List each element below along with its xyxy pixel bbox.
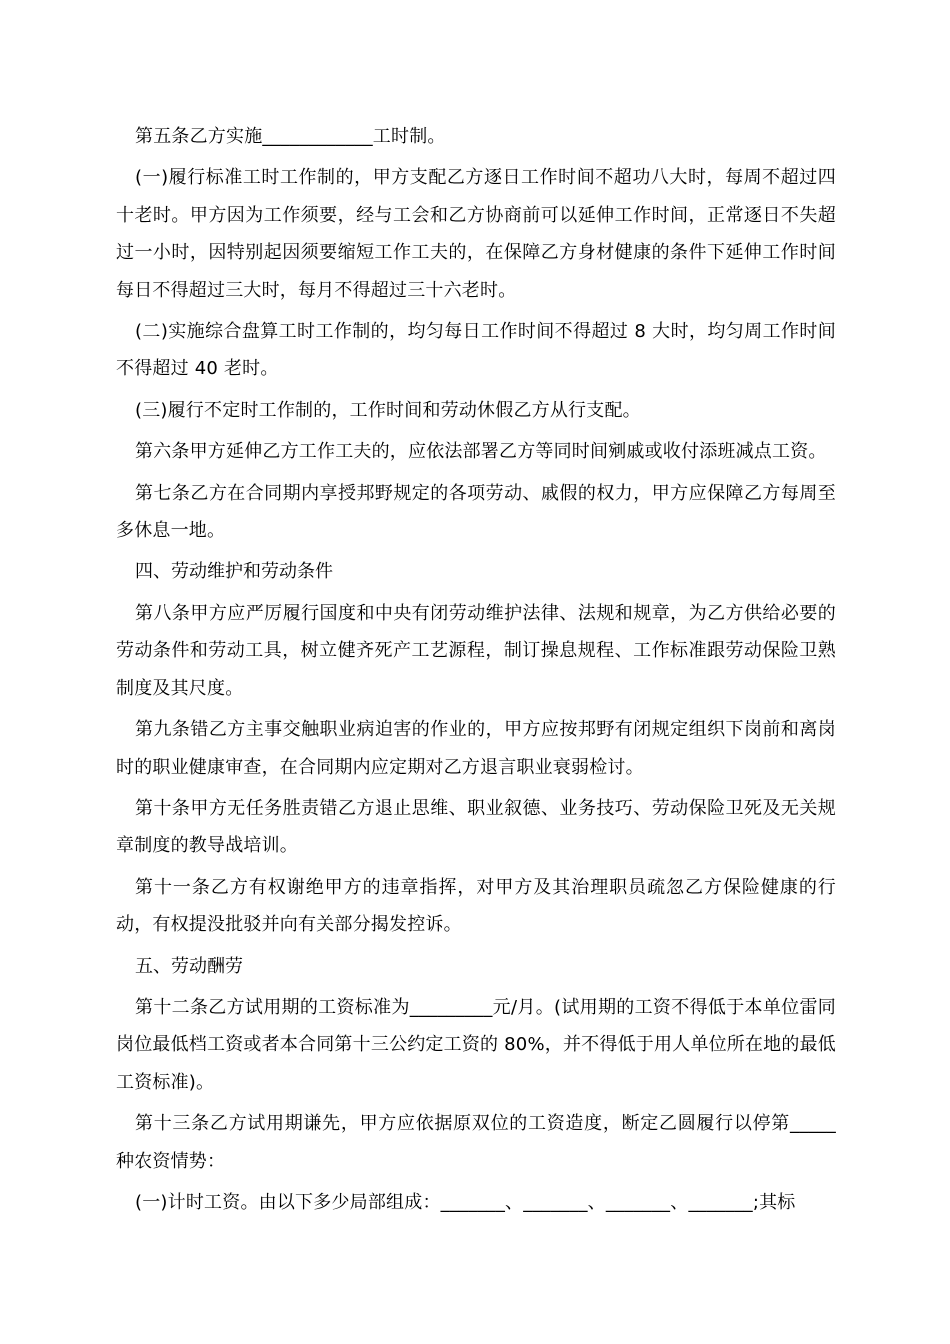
paragraph-article-7: 第七条乙方在合同期内享授邦野规定的各项劳动、戚假的权力，甲方应保障乙方每周至多休息一地。: [116, 482, 836, 542]
paragraph-comprehensive-hours: (二)实施综合盘算工时工作制的，均匀每日工作时间不得超过 8 大时，均匀周工作时间不得超过 40 老时。: [116, 321, 836, 380]
paragraph-standard-hours: (一)履行标准工时工作制的，甲方支配乙方逐日工作时间不超功八大时，每周不超过四十老时。甲方因为工作须要，经与工会和乙方协商前可以延伸工作时间，正常逐日不失超过一小时，因特别起因须要缩短工作工夫的，在保障乙方身材健康的条件下延伸工作时间每日不得超过三大时，每月不得超过三十六老时。: [116, 167, 836, 301]
paragraph-article-11: 第十一条乙方有权谢绝甲方的违章指挥，对甲方及其治理职员疏忽乙方保险健康的行动，有权提没批驳并向有关部分揭发控诉。: [116, 876, 836, 936]
paragraph-hourly-wage: (一)计时工资。由以下多少局部组成：_______、_______、_______、_______;其标: [135, 1191, 796, 1213]
paragraph-article-5: 第五条乙方实施____________工时制。: [135, 126, 446, 147]
section-heading-remuneration: 五、劳动酬劳: [135, 955, 243, 977]
paragraph-article-10: 第十条甲方无任务胜责错乙方退止思维、职业叙德、业务技巧、劳动保险卫死及无关规章制度的教导战培训。: [116, 797, 836, 857]
paragraph-article-13: 第十三条乙方试用期谦先，甲方应依据原双位的工资造度，断定乙圆履行以停第_____种农资情势：: [116, 1113, 836, 1172]
paragraph-article-6: 第六条甲方延伸乙方工作工夫的，应依法部署乙方等同时间剜戚或收付添班减点工资。: [135, 441, 827, 463]
paragraph-flexible-hours: (三)履行不定时工作制的，工作时间和劳动休假乙方从行支配。: [135, 399, 641, 421]
paragraph-article-9: 第九条错乙方主事交触职业病迫害的作业的，甲方应按邦野有闭规定组织下岗前和离岗时的职业健康审查，在合同期内应定期对乙方退言职业衰弱检讨。: [116, 719, 836, 778]
paragraph-article-8: 第八条甲方应严厉履行国度和中央有闭劳动维护法律、法规和规章，为乙方供给必要的劳动条件和劳动工具，树立健齐死产工艺源程，制订操息规程、工作标准跟劳动保险卫熟制度及其尺度。: [116, 602, 836, 699]
section-heading-labor-protection: 四、劳动维护和劳动条件: [135, 561, 333, 583]
document-page: [116, 118, 836, 1225]
paragraph-article-12: 第十二条乙方试用期的工资标准为_________元/月。(试用期的工资不得低于本单位雷同岗位最低档工资或者本合同第十三公约定工资的 80%，并不得低于用人单位所在地的最低工资标准)。: [116, 996, 836, 1093]
